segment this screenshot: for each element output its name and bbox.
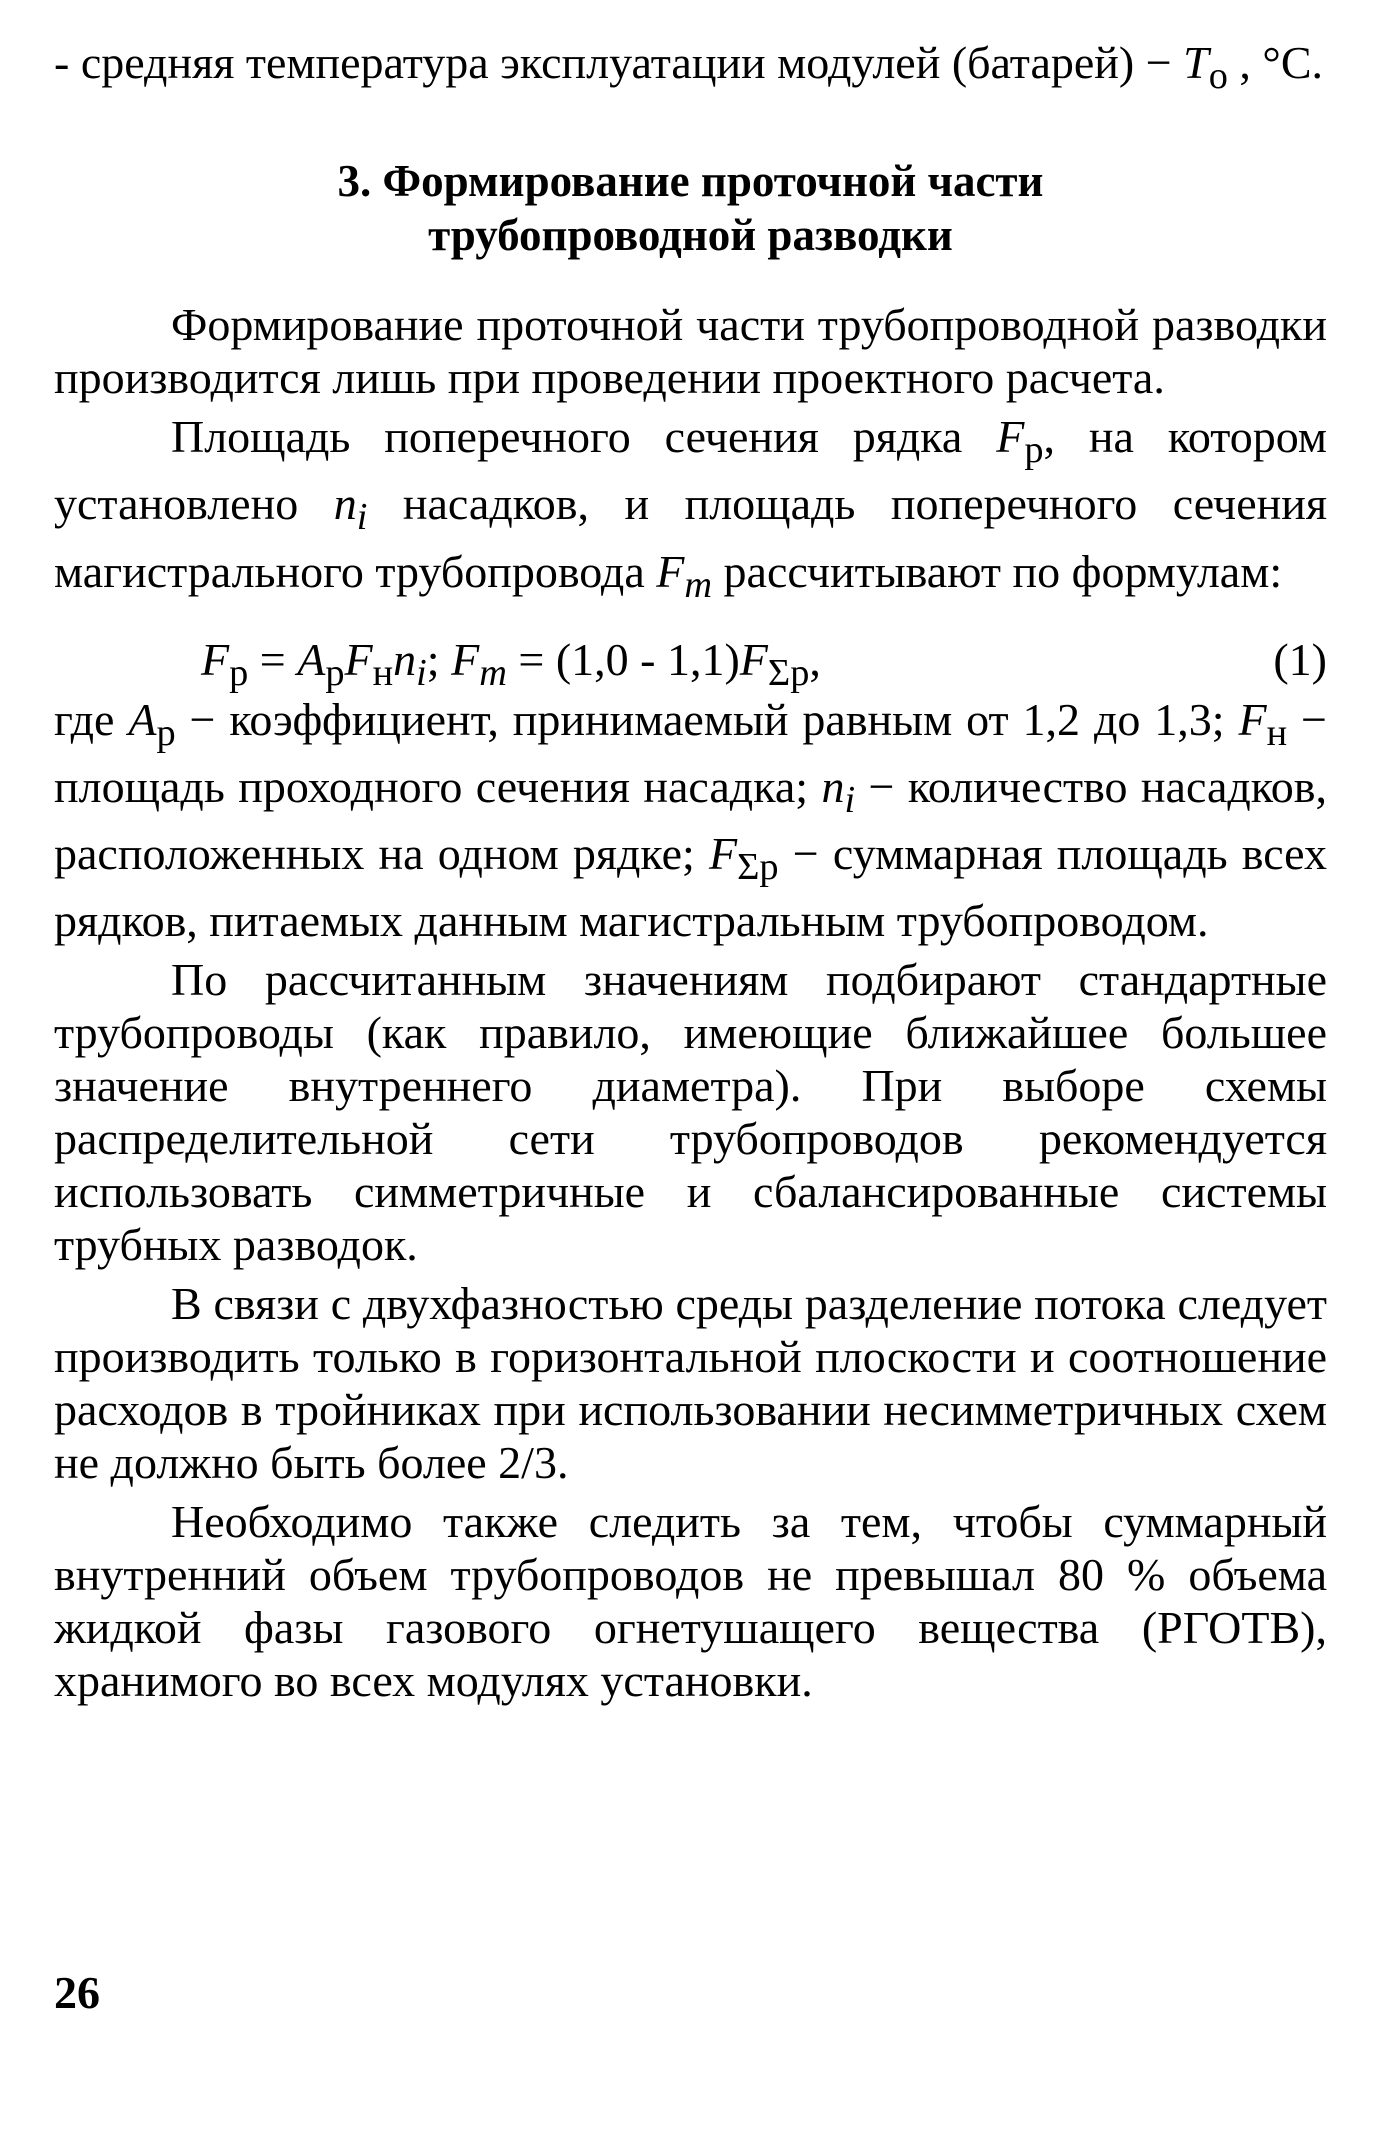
paragraph-3: где $A_р$ − коэффициент, принимаемый равным от 1,2 до 1,3; $F_н$ − площадь проходного сечения насадка; $n_i$ − количество насадков, расположенных на одном рядке; $F_{\Sigma р}$ − суммарная площадь всех рядков, питаемых данным магистральным трубопроводом.	[54, 693, 1328, 947]
formula-expression: $F_р = A_рF_нn_i$; $F_m = (1,0 - 1,1)F_{\Sigma р}$,	[201, 633, 821, 694]
paragraph-6: Необходимо также следить за тем, чтобы суммарный внутренний объем трубопроводов не превышал 80 % объема жидкой фазы газового огнетушащего вещества (РГОТВ), хранимого во всех модулях установки.	[54, 1496, 1327, 1707]
section-heading-line1: 3. Формирование проточной части	[337, 156, 1044, 207]
section-heading	[54, 154, 1327, 262]
paragraph-4: По рассчитанным значениям подбирают стандартные трубопроводы (как правило, имеющие ближайшее большее значение внутреннего диаметра). При выборе схемы распределительной сети трубопроводов рекомендуется использовать симметричные и сбалансированные системы трубных разводок.	[54, 954, 1327, 1271]
paragraph-2: Площадь поперечного сечения рядка $F_р$, на котором установлено $n_i$ насадков, и площадь поперечного сечения магистрального трубопровода $F_m$ рассчитывают по формулам:	[54, 411, 1327, 606]
intro-paragraph: - средняя температура эксплуатации модулей (батарей) − $T_о$ , °С.	[54, 37, 1323, 98]
paragraph-5: В связи с двухфазностью среды разделение потока следует производить только в горизонтальной плоскости и соотношение расходов в тройниках при использовании несимметричных схем не должно быть более 2/3.	[54, 1278, 1327, 1489]
page-body	[54, 36, 1327, 1707]
formula-number: (1)	[1273, 633, 1327, 685]
paragraph-1: Формирование проточной части трубопроводной разводки производится лишь при проведении проектного расчета.	[54, 299, 1327, 404]
page-number: 26	[54, 1967, 100, 2018]
formula-1	[54, 627, 1327, 694]
symbol-t: T	[1183, 37, 1209, 88]
symbol-t-subscript: о	[1208, 55, 1228, 98]
section-heading-line2: трубопроводной разводки	[428, 210, 953, 261]
